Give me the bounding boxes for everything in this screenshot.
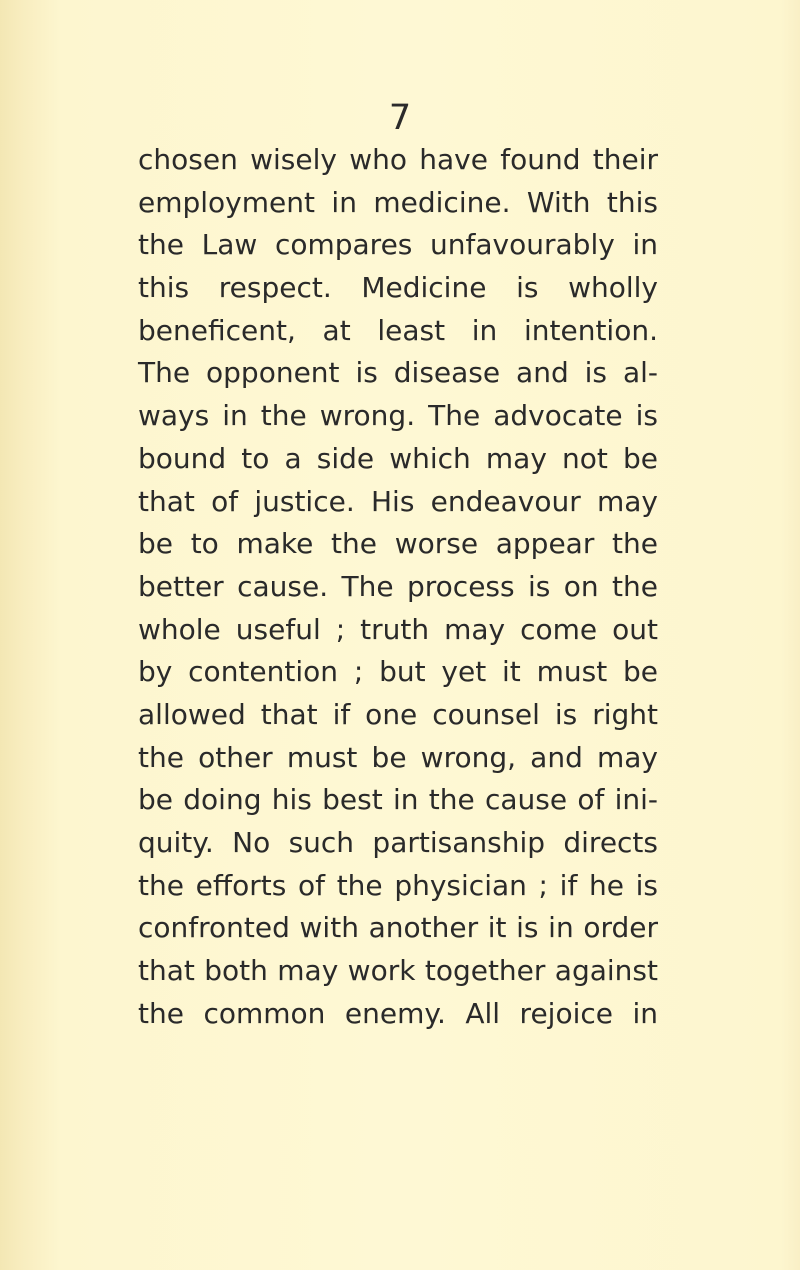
text-line: be to make the worse appear the [138, 527, 658, 561]
text-line: be doing his best in the cause of ini- [138, 783, 658, 817]
page-number: 7 [388, 98, 412, 138]
text-line: the common enemy. All rejoice in [138, 996, 658, 1030]
text-line: by contention ; but yet it must be [138, 655, 658, 689]
text-line: quity. No such partisanship directs [138, 826, 658, 859]
body-text [138, 139, 658, 1035]
text-line: ways in the wrong. The advocate is [138, 399, 658, 433]
text-line: confronted with another it is in order [138, 911, 658, 945]
text-line: that of justice. His endeavour may [138, 484, 658, 518]
text-line: better cause. The process is on the [138, 569, 658, 603]
text-line: The opponent is disease and is al- [138, 356, 658, 390]
text-line: that both may work together against [138, 954, 658, 988]
text-line: the Law compares unfavourably in [138, 228, 658, 262]
text-line: whole useful ; truth may come out [138, 612, 658, 646]
text-line: chosen wisely who have found their [138, 143, 658, 176]
text-line: this respect. Medicine is wholly [138, 271, 658, 305]
text-line: the efforts of the physician ; if he is [138, 868, 658, 902]
text-line: employment in medicine. With this [138, 185, 658, 219]
text-line: allowed that if one counsel is right [138, 697, 658, 731]
text-line: beneficent, at least in intention. [138, 313, 658, 347]
text-line: bound to a side which may not be [138, 441, 658, 475]
text-line: the other must be wrong, and may [138, 740, 658, 774]
